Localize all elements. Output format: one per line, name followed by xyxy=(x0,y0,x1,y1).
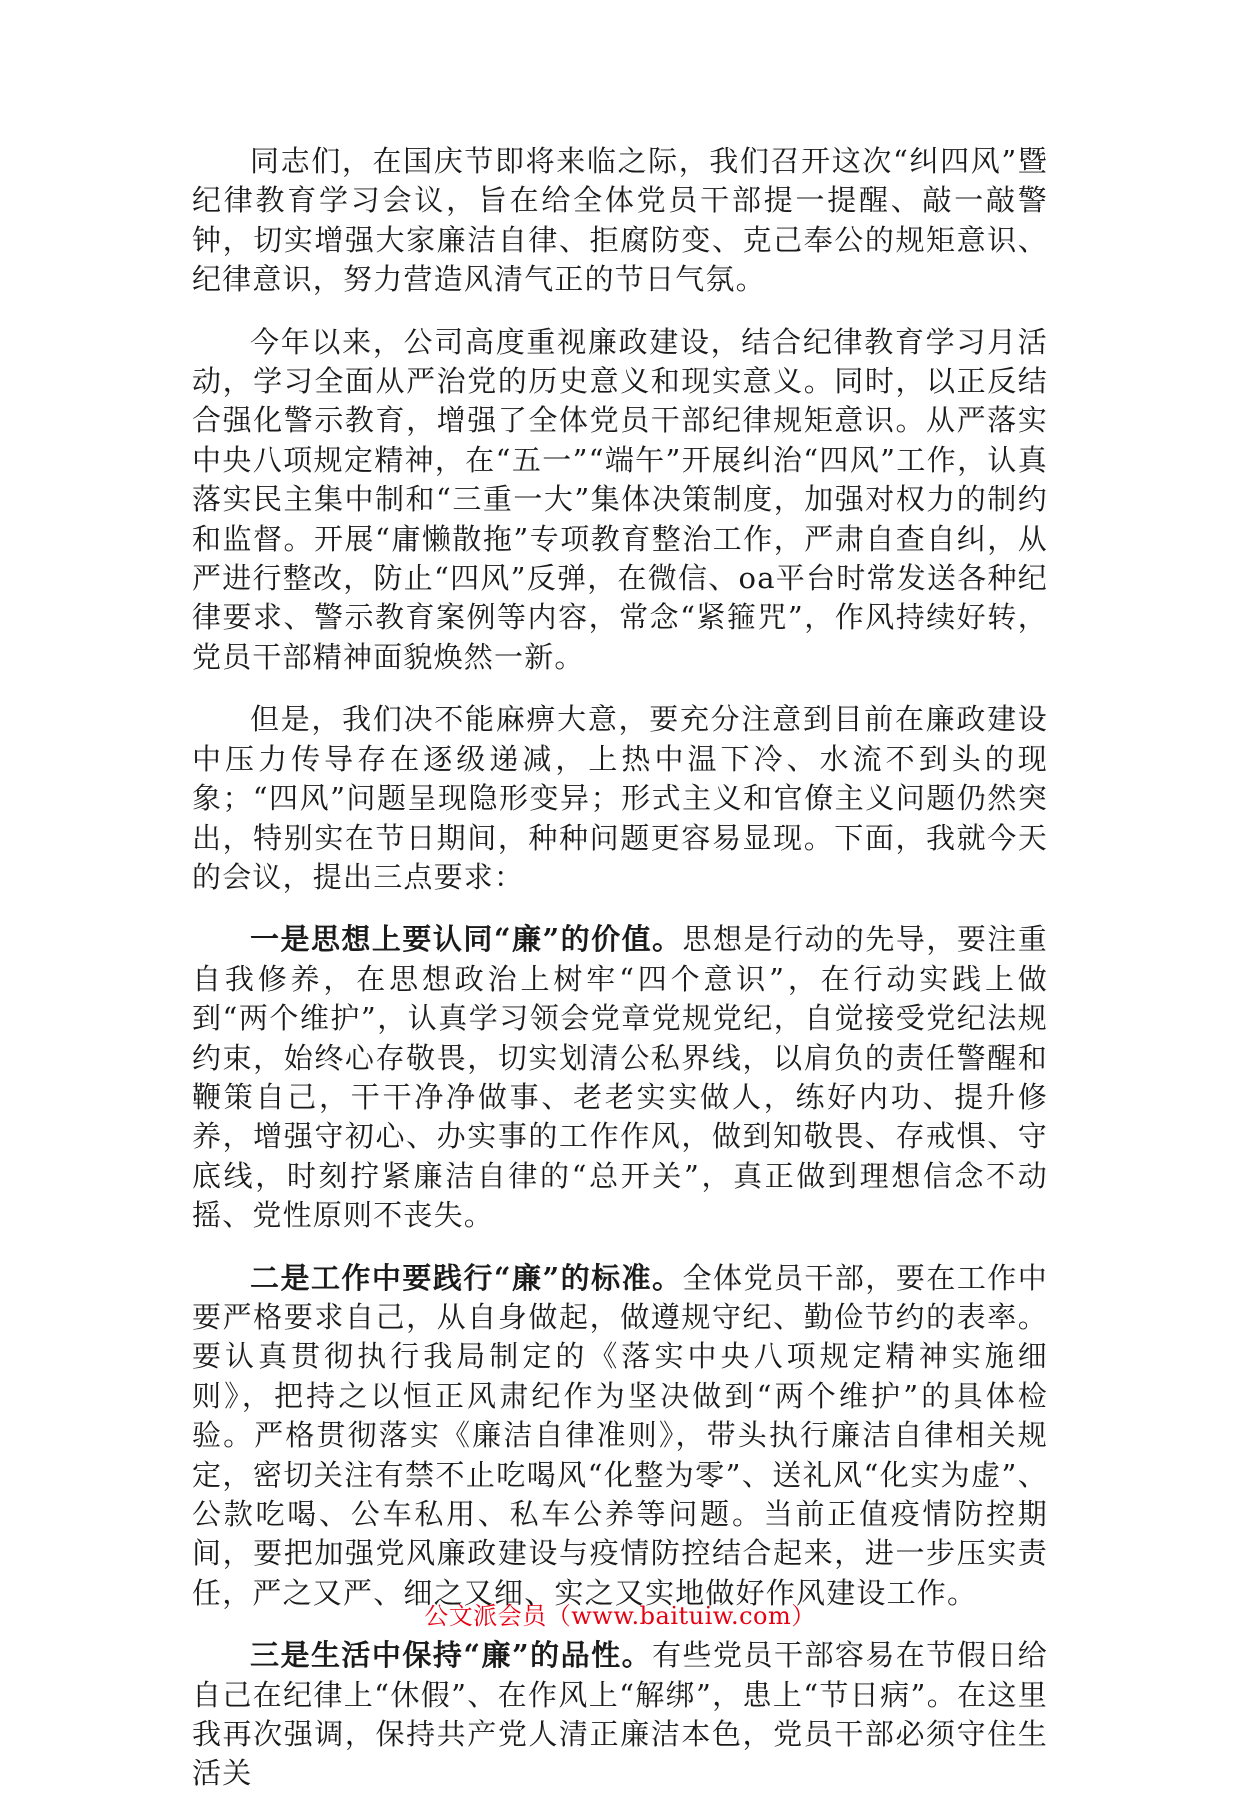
paragraph-6 xyxy=(192,1636,1048,1794)
paragraph-6-lead: 三是生活中保持“廉”的品性。 xyxy=(250,1638,653,1673)
paragraph-1-text: 同志们，在国庆节即将来临之际，我们召开这次“纠四风”暨纪律教育学习会议，旨在给全体党员干部提一提醒、敲一敲警钟，切实增强大家廉洁自律、拒腐防变、克己奉公的规矩意识、纪律意识，努力营造风清气正的节日气氛。 xyxy=(192,144,1048,297)
paragraph-6-text: 有些党员干部容易在节假日给自己在纪律上“休假”、在作风上“解绑”，患上“节日病”。在这里我再次强调，保持共产党人清正廉洁本色，党员干部必须守住生活关 xyxy=(192,1638,1048,1791)
paragraph-2 xyxy=(192,323,1048,678)
paragraph-5-lead: 二是工作中要践行“廉”的标准。 xyxy=(250,1260,683,1295)
paragraph-3-text: 但是，我们决不能麻痹大意，要充分注意到目前在廉政建设中压力传导存在逐级递减，上热中温下冷、水流不到头的现象；“四风”问题呈现隐形变异；形式主义和官僚主义问题仍然突出，特别实在节日期间，种种问题更容易显现。下面，我就今天的会议，提出三点要求： xyxy=(192,702,1048,894)
paragraph-2-text: 今年以来，公司高度重视廉政建设，结合纪律教育学习月活动，学习全面从严治党的历史意义和现实意义。同时，以正反结合强化警示教育，增强了全体党员干部纪律规矩意识。从严落实中央八项规定精神，在“五一”“端午”开展纠治“四风”工作，认真落实民主集中制和“三重一大”集体决策制度，加强对权力的制约和监督。开展“庸懒散拖”专项教育整治工作，严肃自查自纠，从严进行整改，防止“四风”反弹，在微信、oa平台时常发送各种纪律要求、警示教育案例等内容，常念“紧箍咒”，作风持续好转，党员干部精神面貌焕然一新。 xyxy=(192,324,1048,674)
document-body xyxy=(192,142,1048,1817)
paragraph-4 xyxy=(192,920,1048,1235)
paragraph-5-text: 全体党员干部，要在工作中要严格要求自己，从自身做起，做遵规守纪、勤俭节约的表率。要认真贯彻执行我局制定的《落实中央八项规定精神实施细则》，把持之以恒正风肃纪作为坚决做到“两个维护”的具体检验。严格贯彻落实《廉洁自律准则》，带头执行廉洁自律相关规定，密切关注有禁不止吃喝风“化整为零”、送礼风“化实为虚”、公款吃喝、公车私用、私车公养等问题。当前正值疫情防控期间，要把加强党风廉政建设与疫情防控结合起来，进一步压实责任，严之又严、细之又细、实之又实地做好作风建设工作。 xyxy=(192,1260,1048,1610)
paragraph-4-lead: 一是思想上要认同“廉”的价值。 xyxy=(250,922,683,957)
footer-member-link[interactable]: 公文派会员（www.baituiw.com） xyxy=(424,1602,816,1630)
paragraph-3 xyxy=(192,700,1048,897)
paragraph-1 xyxy=(192,142,1048,300)
paragraph-5 xyxy=(192,1259,1048,1614)
paragraph-4-text: 思想是行动的先导，要注重自我修养，在思想政治上树牢“四个意识”，在行动实践上做到“两个维护”，认真学习领会党章党规党纪，自觉接受党纪法规约束，始终心存敬畏，切实划清公私界线，以肩负的责任警醒和鞭策自己，干干净净做事、老老实实做人，练好内功、提升修养，增强守初心、办实事的工作作风，做到知敬畏、存戒惧、守底线，时刻拧紧廉洁自律的“总开关”，真正做到理想信念不动摇、党性原则不丧失。 xyxy=(192,922,1048,1233)
